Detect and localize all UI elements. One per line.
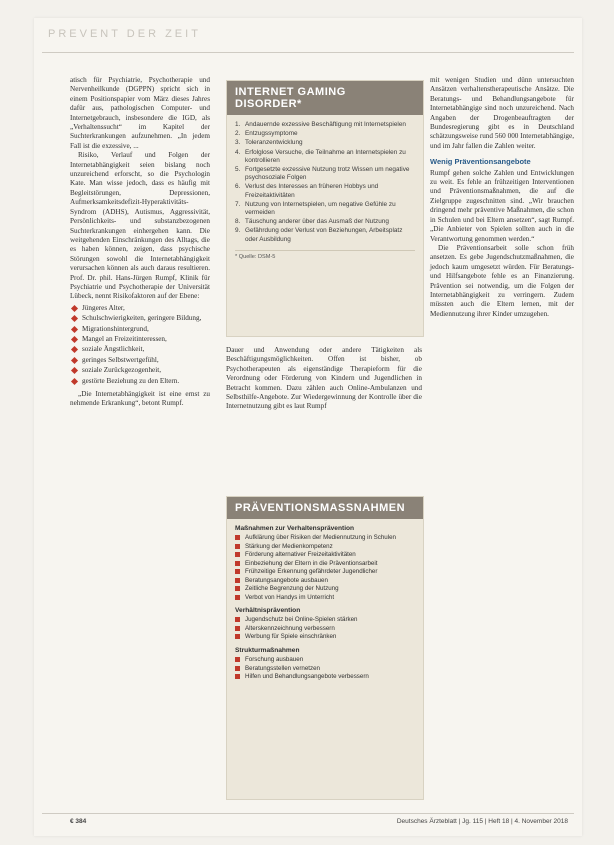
box-source-note: * Quelle: DSM-5 [235, 250, 415, 260]
list-item: Forschung ausbauen [235, 656, 415, 664]
bullet-square-icon [235, 569, 240, 574]
bullet-diamond-icon [71, 357, 78, 364]
left-closing-paragraph: „Die Internetabhängigkeit ist eine ernst zu nehmende Erkrankung“, betont Rumpf. [70, 390, 210, 408]
list-item: 1. Andauernde exzessive Beschäftigung mit Internetspielen [235, 121, 406, 128]
bullet-square-icon [235, 657, 240, 662]
list-item: soziale Zurückgezogenheit, [70, 366, 210, 375]
internet-gaming-disorder-box [226, 80, 424, 337]
list-item: 6. Verlust des Interesses an früheren Hobbys und Freizeitaktivitäten [235, 183, 379, 199]
right-paragraph-1: mit wenigen Studien und dünn untersuchten Ansätzen verhaltenstherapeutische Ansätze. Die Beratungs- und Behandlungsangebote für Internetabhängige sind noch unzureichend. Nach Angaben der Drogenbeauftragten der Bundesregierung gibt es in Deutschland schätzungsweise rund 560 000 Internetabhängige, und im Jahr fallen die Zahlen weiter. [430, 76, 574, 150]
bullet-square-icon [235, 666, 240, 671]
middle-paragraph: Dauer und Anwendung oder andere Tätigkeiten als Beschäftigungsmöglichkeiten. Offen ist bisher, ob Psychotherapeuten als eigenständige Therapieform für die Verordnung oder Förderung von Kindern und Jugendlichen in Betracht kommen. Dazu zählen auch Online-Ambulanzen und Selbsthilfe-Angebote. Zur Wiedergewinnung der Kontrolle über die Internetnutzung gibt es laut Rumpf [226, 346, 422, 411]
bullet-square-icon [235, 634, 240, 639]
list-item: Migrationshintergrund, [70, 325, 210, 334]
bullet-square-icon [235, 595, 240, 600]
list-item: Verbot von Handys im Unterricht [235, 594, 415, 602]
list-item: soziale Ängstlichkeit, [70, 345, 210, 354]
list-item: 5. Fortgesetzte exzessive Nutzung trotz Wissen um negative psychosoziale Folgen [235, 166, 410, 182]
bullet-square-icon [235, 561, 240, 566]
left-paragraph-1: atisch für Psychiatrie, Psychotherapie und Nervenheilkunde (DGPPN) spricht sich in einem Positionspapier vom März dieses Jahres dafür aus, pathologischen Computer- und Internetgebrauch, insbesondere die IGD, als „Verhaltenssucht“ im Kapitel der Suchterkrankungen aufzunehmen. „In jedem Fall ist die exzessive, ... [70, 76, 210, 150]
bullet-square-icon [235, 552, 240, 557]
bullet-square-icon [235, 586, 240, 591]
list-item: Aufklärung über Risiken der Mediennutzung in Schulen [235, 534, 415, 542]
list-item: geringes Selbstwertgefühl, [70, 356, 210, 365]
measures-list [235, 616, 415, 641]
list-item: Werbung für Spiele einschränken [235, 633, 415, 641]
list-item: 4. Erfolglose Versuche, die Teilnahme an Internetspielen zu kontrollieren [235, 148, 406, 164]
measures-list [235, 534, 415, 601]
box-title: PRÄVENTIONSMASSNAHMEN [227, 497, 423, 519]
bullet-diamond-icon [71, 367, 78, 374]
bullet-diamond-icon [71, 346, 78, 353]
bullet-diamond-icon [71, 305, 78, 312]
list-item: Einbeziehung der Eltern in die Präventionsarbeit [235, 560, 415, 568]
risk-factor-list [70, 304, 210, 386]
bullet-diamond-icon [71, 336, 78, 343]
list-item: Hilfen und Behandlungsangebote verbessern [235, 673, 415, 681]
prevention-measures-box [226, 496, 424, 800]
list-item: Mangel an Freizeitinteressen, [70, 335, 210, 344]
page-footer [42, 813, 574, 830]
left-column [70, 76, 210, 409]
section-heading: Maßnahmen zur Verhaltensprävention [235, 525, 355, 532]
section-heading: Verhältnisprävention [235, 607, 301, 615]
magazine-page [34, 18, 582, 836]
list-item: gestörte Beziehung zu den Eltern. [70, 377, 210, 386]
right-paragraph-2: Rumpf gehen solche Zahlen und Entwicklungen zu weit. Es fehle an frühzeitigen Interventionen und Präventionsmaßnahmen, die auf die Zielgruppe zugeschnitten sind. „Wir brauchen dringend mehr präventive Maßnahmen, die schon in Schulen und bei Eltern ansetzen“, sagt Rumpf. „Die Anbieter von Spielen sollten auch in die Verantwortung genommen werden.“ [430, 168, 574, 243]
measures-list [235, 656, 415, 681]
bullet-square-icon [235, 544, 240, 549]
bullet-diamond-icon [71, 315, 78, 322]
bullet-square-icon [235, 617, 240, 622]
list-item: Zeitliche Begrenzung der Nutzung [235, 585, 415, 593]
bullet-square-icon [235, 674, 240, 679]
list-item: Stärkung der Medienkompetenz [235, 543, 415, 551]
list-item: Jüngeres Alter, [70, 304, 210, 313]
page-number: € 384 [70, 818, 87, 825]
section-heading: Strukturmaßnahmen [235, 647, 300, 655]
list-item: Schulschwierigkeiten, geringere Bildung, [70, 314, 210, 323]
right-paragraph-3: Die Präventionsarbeit solle schon früh ansetzen. Es gebe Jugendschutzmaßnahmen, die jedoch kaum umgesetzt würden. Für Beratungs- und Hilfsangebote fehle es an Finanzierung. Prävention sei notwendig, um die Folgen der Internetabhängigkeit zu verringern. Zudem müssten auch die Eltern lernen, mit der Mediennutzung ihrer Kinder umzugehen. [430, 243, 574, 318]
bullet-square-icon [235, 535, 240, 540]
list-item: Alterskennzeichnung verbessern [235, 625, 415, 633]
bullet-diamond-icon [71, 378, 78, 385]
right-column [430, 76, 574, 319]
list-item: 2. Entzugssymptome [235, 130, 298, 138]
list-item: 9. Gefährdung oder Verlust von Beziehungen, Arbeitsplatz oder Ausbildung [235, 227, 403, 243]
publication-info: Deutsches Ärzteblatt | Jg. 115 | Heft 18 | 4. November 2018 [396, 818, 568, 825]
bullet-diamond-icon [71, 326, 78, 333]
list-item: 7. Nutzung von Internetspielen, um negative Gefühle zu vermeiden [235, 200, 396, 217]
page-header [42, 24, 574, 53]
bullet-square-icon [235, 578, 240, 583]
left-paragraph-2: Risiko, Verlauf und Folgen der Internetabhängigkeit seien bislang noch unzureichend erforscht, so die Psychologin Kate. Man wisse jedoch, dass es häufig mit Begleitstörungen, Depressionen, Aufmerksamkeitsdefizit-Hyperaktivitäts-Syndrom (ADHS), Autismus, Aggressivität, Persönlichkeits- und substanzbezogenen Suchterkrankungen einhergehen kann. Die weitgehenden Einschränkungen des Alltags, die es haben können, zeigen, dass psychische Störungen sowohl die Internetabhängigkeit verursachen können als auch daraus resultieren. Prof. Dr. phil. Hans-Jürgen Rumpf, Klinik für Psychiatrie und Psychotherapie der Universität Lübeck, nennt Risikofaktoren auf der Ebene: [70, 151, 210, 301]
list-item: Beratungsstellen vernetzen [235, 665, 415, 673]
section-heading: Wenig Präventionsangebote [430, 157, 531, 167]
header-section-label: PREVENT DER ZEIT [48, 28, 201, 40]
list-item: Jugendschutz bei Online-Spielen stärken [235, 616, 415, 624]
bullet-square-icon [235, 626, 240, 631]
criteria-list [235, 121, 415, 244]
list-item: Förderung alternativer Freizeitaktivitäten [235, 551, 415, 559]
list-item: 3. Toleranzentwicklung [235, 139, 303, 147]
list-item: 8. Täuschung anderer über das Ausmaß der Nutzung [235, 218, 389, 226]
box-title: INTERNET GAMING DISORDER* [227, 81, 423, 115]
list-item: Beratungsangebote ausbauen [235, 577, 415, 585]
list-item: Frühzeitige Erkennung gefährdeter Jugendlicher [235, 568, 415, 576]
